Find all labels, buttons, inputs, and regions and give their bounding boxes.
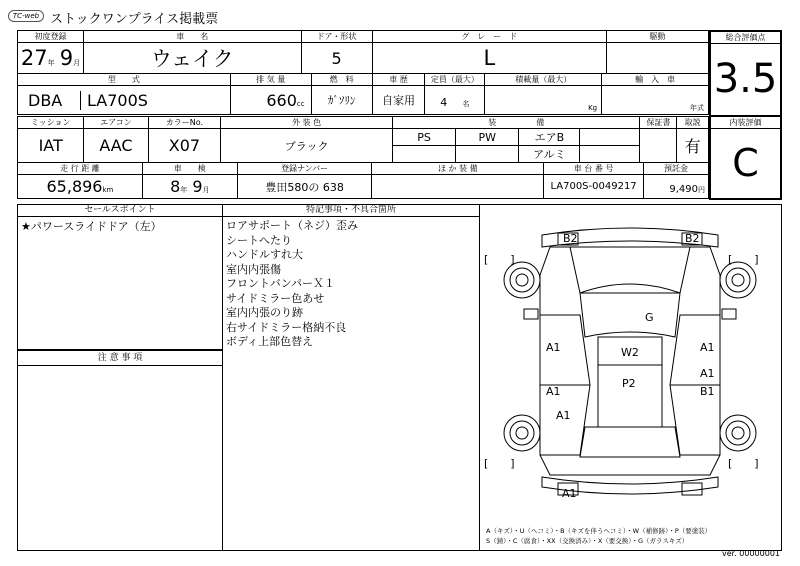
sales-point-item: ★パワースライドドア（左） <box>21 220 162 233</box>
ext-color-value: ブラック <box>221 129 393 163</box>
label-inspection: 車 検 <box>142 163 237 175</box>
interior-score-box <box>709 117 782 200</box>
mark-a1-left-front: A1 <box>546 341 561 354</box>
equip-empty-3 <box>456 146 519 163</box>
note-item: サイドミラー色あせ <box>226 291 325 305</box>
legend-line-1: A（キズ）・U（ヘコミ）・B（キズを伴うヘコミ）・W（補修跡）・P（要塗装） <box>486 527 712 535</box>
label-capacity: 定員（最大） <box>425 74 485 86</box>
first-reg-value: 27年 9月 <box>18 43 84 74</box>
mark-a1-right-mid: A1 <box>700 367 715 380</box>
warranty-value <box>640 129 677 163</box>
mark-a1-right-front: A1 <box>700 341 715 354</box>
equip-alumi: アルミ <box>519 146 580 163</box>
label-doors: ドア・形状 <box>301 31 372 43</box>
row-specs <box>17 73 709 115</box>
fuel-value: ｶﾞｿﾘﾝ <box>311 86 372 115</box>
label-ext-color: 外 装 色 <box>221 117 393 129</box>
sales-point-panel <box>17 204 223 350</box>
label-displacement: 排 気 量 <box>230 74 311 86</box>
label-name: 車 名 <box>83 31 301 43</box>
inspection-value: 8年 9月 <box>142 175 237 199</box>
legend-line-2: S（錆）・C（腐食）・XX（交換済み）・X（要交換）・G（ガラスキズ） <box>486 537 689 545</box>
note-item: ボディ上部色替え <box>226 335 314 348</box>
mark-b2-right: B2 <box>685 232 700 245</box>
mark-a1-left-rear: A1 <box>546 385 561 398</box>
damage-diagram-panel <box>479 204 782 551</box>
note-item: ハンドルすれ大 <box>226 248 303 261</box>
notes-panel <box>222 204 480 551</box>
bracket-tl: [ ] <box>484 253 515 266</box>
mark-g: G <box>645 311 654 324</box>
note-item: シートへたり <box>226 233 292 247</box>
label-load: 積載量（最大） <box>485 74 602 86</box>
interior-score: C <box>732 141 759 185</box>
equip-airbag: エアB <box>519 129 580 146</box>
other-equip-value <box>372 175 544 199</box>
note-item: 室内内張傷 <box>226 262 281 276</box>
equip-pw: PW <box>456 129 519 146</box>
aircon-value: AAC <box>84 129 148 163</box>
manual-value: 有 <box>677 129 709 163</box>
notes-header: 特記事項・不具合箇所 <box>223 205 479 217</box>
model-value: DBA LA700S <box>18 86 231 115</box>
history-value: 自家用 <box>372 86 425 115</box>
equip-empty-2 <box>392 146 455 163</box>
displacement-value: 660cc <box>230 86 311 115</box>
label-vin: 車 台 番 号 <box>544 163 644 175</box>
mark-w2: W2 <box>621 346 639 359</box>
version-label: ver. 00000001 <box>721 549 780 558</box>
bracket-br: [ ] <box>728 457 759 470</box>
equip-empty-4 <box>580 146 640 163</box>
overall-score: 3.5 <box>713 56 778 102</box>
label-manual: 取説 <box>677 117 709 129</box>
capacity-value: 4 名 <box>425 86 485 115</box>
mark-p2: P2 <box>622 377 636 390</box>
drive-value <box>607 43 709 74</box>
mileage-value: 65,896km <box>18 175 143 199</box>
label-import: 輸 入 車 <box>602 74 709 86</box>
note-item: フロントバンパーＸ１ <box>226 277 336 290</box>
label-plate: 登録ナンバー <box>237 163 372 175</box>
sales-point-header: セールスポイント <box>18 205 222 217</box>
label-grade: グ レ ー ド <box>372 31 607 43</box>
label-mission: ミッション <box>18 117 84 129</box>
mission-value: IAT <box>18 129 84 163</box>
mark-b1: B1 <box>700 385 715 398</box>
label-warranty: 保証書 <box>640 117 677 129</box>
label-history: 車 歴 <box>372 74 425 86</box>
label-other-equip: ほ か 装 備 <box>372 163 544 175</box>
import-value: 年式 <box>602 86 709 115</box>
label-deposit: 預託金 <box>644 163 709 175</box>
note-item: 右サイドミラー格納不良 <box>226 320 347 334</box>
car-name: ウェイク <box>83 43 301 74</box>
mark-a1-bottom: A1 <box>562 487 577 500</box>
overall-score-label: 総合評価点 <box>711 32 780 44</box>
row-registration <box>17 162 709 199</box>
note-item: ロアサポート（ネジ）歪み <box>226 219 358 232</box>
tc-web-logo: TC-web <box>8 10 44 22</box>
label-mileage: 走 行 距 離 <box>18 163 143 175</box>
equip-empty-1 <box>580 129 640 146</box>
caution-header: 注 意 事 項 <box>18 351 222 366</box>
interior-score-label: 内装評価 <box>711 117 780 129</box>
color-code-value: X07 <box>148 129 221 163</box>
label-fuel: 燃 料 <box>311 74 372 86</box>
mark-b2-left: B2 <box>563 232 578 245</box>
label-aircon: エアコン <box>84 117 148 129</box>
row-equipment <box>17 116 709 163</box>
label-first-reg: 初度登録 <box>18 31 84 43</box>
vin-value: LA700S-0049217 <box>544 175 644 199</box>
page-title: ストックワンプライス掲載票 <box>50 12 219 27</box>
row-basic <box>17 30 709 74</box>
bracket-bl: [ ] <box>484 457 515 470</box>
doors-value: 5 <box>301 43 372 74</box>
equip-ps: PS <box>392 129 455 146</box>
note-item: 室内内張のり跡 <box>226 306 303 319</box>
mark-a1-left-quarter: A1 <box>556 409 571 422</box>
grade-value: L <box>372 43 607 74</box>
bracket-tr: [ ] <box>728 253 759 266</box>
load-value: Kg <box>485 86 602 115</box>
deposit-value: 9,490円 <box>644 175 709 199</box>
overall-score-box <box>709 30 782 117</box>
label-color-no: カラーNo. <box>148 117 221 129</box>
label-model: 型 式 <box>18 74 231 86</box>
plate-value: 豊田580の 638 <box>237 175 372 199</box>
label-equipment: 装 備 <box>392 117 640 129</box>
label-drive: 駆動 <box>607 31 709 43</box>
caution-panel <box>17 350 223 551</box>
